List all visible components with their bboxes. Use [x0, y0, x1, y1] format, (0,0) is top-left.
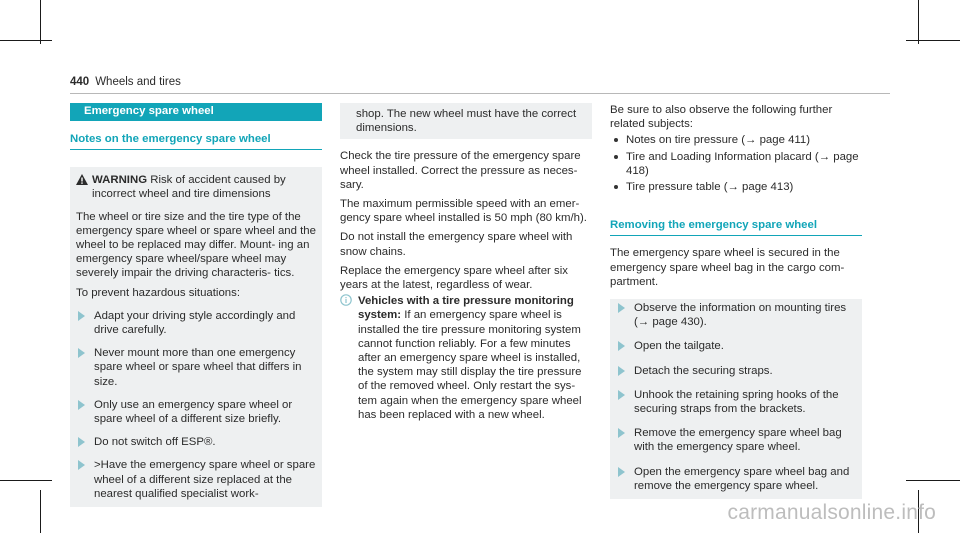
- arrow-bullet-icon: [618, 428, 625, 438]
- list-item-text: Only use an emergency spare wheel or spare wheel of a different size briefly.: [94, 398, 293, 426]
- warning-paragraph: To prevent hazardous situations:: [76, 286, 240, 299]
- crop-mark: [0, 480, 52, 481]
- crop-mark: [0, 40, 52, 41]
- list-item-text: Notes on tire pressure (→ page 411): [626, 134, 811, 147]
- paragraph: The maximum permissible speed with an emer- gency spare wheel installed is 50 mph (80 km/h).: [340, 198, 587, 225]
- list-item-text: Tire pressure table (→ page 413): [626, 181, 794, 194]
- arrow-bullet-icon: [618, 341, 625, 351]
- steps-box: [610, 299, 862, 499]
- info-note: [340, 294, 592, 422]
- right-column: [610, 103, 862, 499]
- middle-column: [340, 103, 592, 422]
- step-text: Observe the information on mounting tires (→ page 430).: [634, 302, 847, 329]
- step-item: [610, 388, 862, 416]
- list-item: [70, 435, 316, 449]
- page-number: 440: [70, 76, 90, 88]
- arrow-bullet-icon: [618, 303, 625, 313]
- step-item: [610, 301, 862, 329]
- page-header: [70, 75, 181, 89]
- section-bar: Emergency spare wheel: [70, 103, 322, 121]
- intro-paragraph: Be sure to also observe the following further related subjects:: [610, 104, 833, 131]
- info-icon: [340, 294, 352, 306]
- paragraph: The emergency spare wheel is secured in the emergency spare wheel bag in the cargo com- partment.: [610, 247, 845, 288]
- warning-header: [70, 173, 316, 201]
- watermark[interactable]: carmanualsonline.info: [727, 501, 936, 524]
- crop-mark: [40, 0, 41, 44]
- step-text: Remove the emergency spare wheel bag with the emergency spare wheel.: [634, 427, 842, 454]
- paragraph: Do not install the emergency spare wheel with snow chains.: [340, 231, 573, 258]
- section-heading: Removing the emergency spare wheel: [610, 218, 862, 236]
- arrow-bullet-icon: [78, 437, 85, 447]
- arrow-bullet-icon: [618, 467, 625, 477]
- crop-mark: [906, 40, 960, 41]
- warning-paragraph: The wheel or tire size and the tire type of the emergency spare wheel or spare wheel and the wheel to be replaced may differ. Mount- ing an emergency spare wheel/spare wheel may severely impair the driving characteris- tics.: [76, 210, 316, 280]
- list-item-text: Adapt your driving style accordingly and drive carefully.: [94, 309, 296, 337]
- step-text: Open the tailgate.: [634, 340, 724, 353]
- list-item: [610, 133, 862, 147]
- list-item-text: Tire and Loading Information placard (→ page 418): [626, 150, 859, 177]
- continued-text: shop. The new wheel must have the correct dimensions.: [356, 108, 577, 135]
- crop-mark: [40, 490, 41, 533]
- warning-text: Risk of accident caused by incorrect wheel and tire dimensions: [92, 174, 286, 201]
- warning-box-continued: [340, 103, 592, 139]
- list-item-text: >Have the emergency spare wheel or spare wheel of a different size replaced at the nearest qualified specialist work-: [94, 459, 316, 500]
- warning-label: WARNING: [92, 174, 148, 187]
- list-item: [610, 150, 862, 178]
- step-item: [610, 465, 862, 493]
- arrow-bullet-icon: [78, 460, 85, 470]
- arrow-bullet-icon: [618, 390, 625, 400]
- header-rule: [70, 93, 890, 94]
- list-item: [70, 398, 316, 426]
- step-item: [610, 339, 862, 353]
- list-item-text: Do not switch off ESP®.: [94, 436, 216, 449]
- crop-mark: [906, 480, 960, 481]
- warning-triangle-icon: [76, 174, 88, 185]
- note-title: Vehicles with a tire pressure monitoring system:: [358, 295, 574, 322]
- list-item: [610, 180, 862, 194]
- list-item: [70, 309, 316, 337]
- arrow-bullet-icon: [78, 311, 85, 321]
- arrow-bullet-icon: [78, 348, 85, 358]
- section-title: Wheels and tires: [95, 76, 181, 88]
- list-item: [70, 346, 316, 389]
- step-text: Unhook the retaining spring hooks of the securing straps from the brackets.: [634, 388, 839, 416]
- paragraph: Check the tire pressure of the emergency spare wheel installed. Correct the pressure as neces- sary.: [340, 150, 581, 191]
- crop-mark: [918, 0, 919, 44]
- list-item-text: Never mount more than one emergency spare wheel or spare wheel that differs in size.: [94, 347, 302, 388]
- step-item: [610, 426, 862, 454]
- arrow-bullet-icon: [618, 366, 625, 376]
- step-text: Open the emergency spare wheel bag and remove the emergency spare wheel.: [634, 465, 850, 492]
- note-text: If an emergency spare wheel is installed the tire pressure monitoring system cannot function reliably. For a few minutes after an emergency spare wheel is installed, the system may still display the tire pressure of the removed wheel. Only restart the sys- tem again when the emergency spare wheel has been replaced with a new wheel.: [358, 309, 582, 421]
- arrow-bullet-icon: [78, 400, 85, 410]
- left-column: [70, 103, 322, 507]
- step-text: Detach the securing straps.: [634, 364, 773, 377]
- paragraph: Replace the emergency spare wheel after six years at the latest, regardless of wear.: [340, 264, 568, 292]
- list-item: [70, 458, 316, 501]
- step-item: [610, 364, 862, 378]
- subheading: Notes on the emergency spare wheel: [70, 132, 322, 150]
- warning-box: [70, 167, 322, 507]
